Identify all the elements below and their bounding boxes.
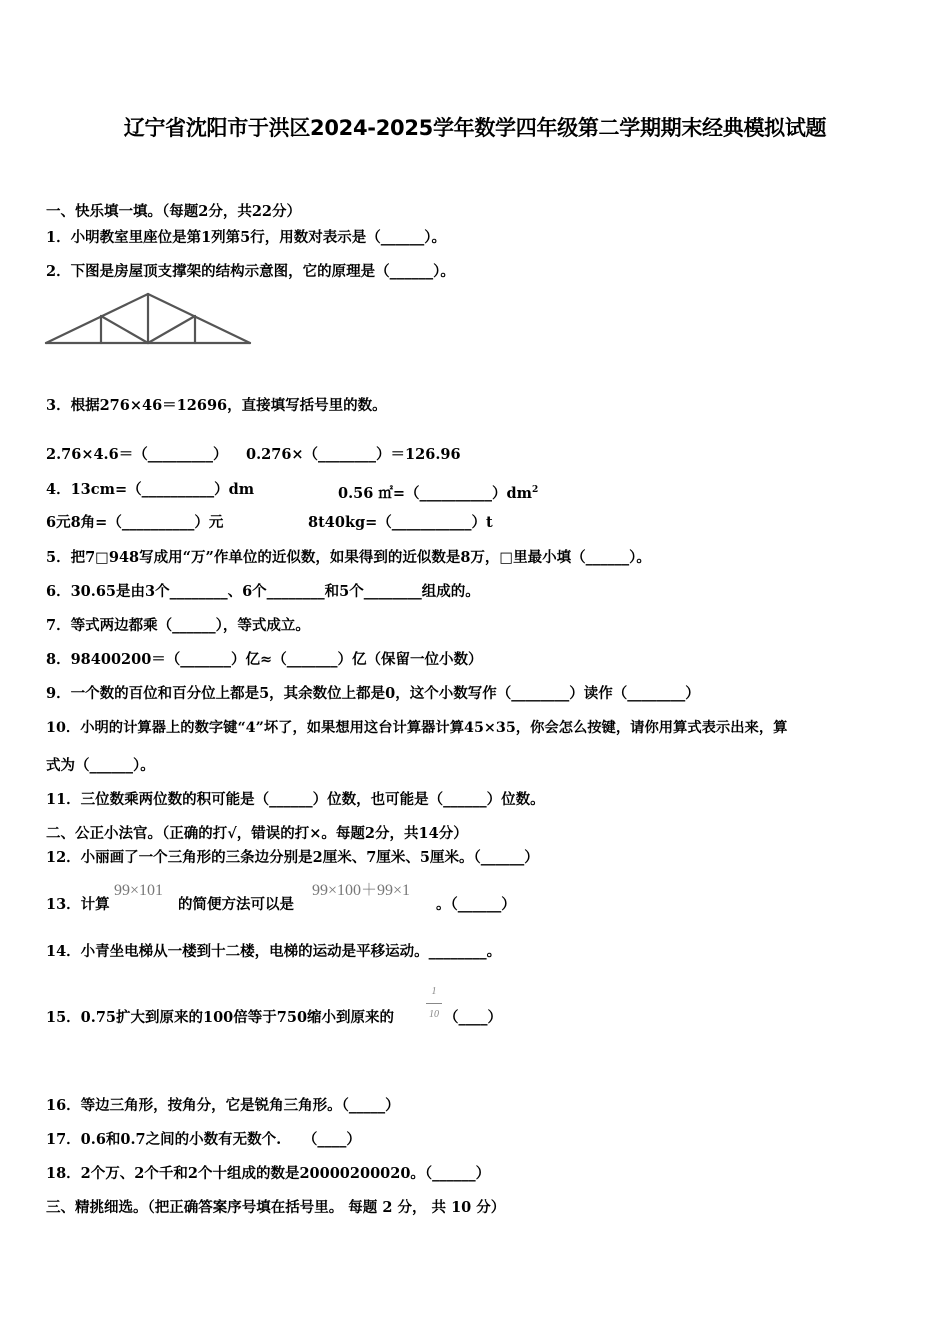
one-tenth-fraction: 1 10	[426, 982, 442, 1025]
question-10-line-2: 式为（______）。	[46, 757, 155, 774]
section-1-heading: 一、快乐填一填。（每题2分，共22分）	[46, 203, 302, 220]
question-14: 14．小青坐电梯从一楼到十二楼，电梯的运动是平移运动。________。	[46, 943, 502, 960]
question-3a: 2.76×4.6＝（_________）	[46, 446, 228, 463]
question-13	[46, 882, 516, 915]
question-5: 5．把7□948写成用“万”作单位的近似数，如果得到的近似数是8万，□里最小填（______）。	[46, 549, 651, 566]
question-4-row1	[46, 480, 539, 502]
question-8: 8．98400200＝（_______）亿≈（_______）亿（保留一位小数）	[46, 651, 483, 668]
question-15-suffix: （____）	[444, 1009, 502, 1026]
question-13-middle: 的简便方法可以是	[178, 896, 294, 913]
question-12: 12．小丽画了一个三角形的三条边分别是2厘米、7厘米、5厘米。（______）	[46, 849, 539, 866]
exam-title: 辽宁省沈阳市于洪区2024-2025学年数学四年级第二学期期末经典模拟试题	[123, 116, 827, 140]
question-13-prefix: 13．计算	[46, 896, 110, 913]
question-17: 17．0.6和0.7之间的小数有无数个. （____）	[46, 1131, 361, 1148]
question-2: 2．下图是房屋顶支撑架的结构示意图，它的原理是（______）。	[46, 263, 455, 280]
question-3b: 0.276×（________）＝126.96	[246, 446, 461, 463]
question-18: 18．2个万、2个千和2个十组成的数是20000200020。（______）	[46, 1165, 491, 1182]
question-6: 6．30.65是由3个________、6个________和5个________组成的。	[46, 583, 480, 600]
question-3-row	[46, 445, 461, 465]
question-3: 3．根据276×46＝12696，直接填写括号里的数。	[46, 397, 387, 414]
roof-truss-diagram	[44, 291, 252, 347]
question-11: 11．三位数乘两位数的积可能是（______）位数，也可能是（______）位数。	[46, 791, 545, 808]
question-13-expression-2: 99×100＋99×1	[312, 882, 411, 899]
question-7: 7．等式两边都乘（______），等式成立。	[46, 617, 310, 634]
question-4c: 6元8角=（__________）元	[46, 514, 224, 531]
question-10-line-1: 10．小明的计算器上的数字键“4”坏了，如果想用这台计算器计算45×35，你会怎么按键，请你用算式表示出来，算	[46, 720, 788, 736]
question-4b: 0.56 $㎡=(\_\_\_\_\_\_\_\_\_\_)dm^2$	[338, 484, 539, 502]
question-16: 16．等边三角形，按角分，它是锐角三角形。（_____）	[46, 1097, 400, 1114]
question-9: 9．一个数的百位和百分位上都是5，其余数位上都是0，这个小数写作（________）读作（________）	[46, 685, 700, 702]
question-4a: 4．13cm=（__________）dm	[46, 481, 255, 498]
question-15-text: 15．0.75扩大到原来的100倍等于750缩小到原来的	[46, 1009, 395, 1026]
question-4-row2	[46, 513, 493, 533]
question-4d: 8t40kg=（___________）t	[308, 514, 493, 531]
question-15	[46, 986, 502, 1028]
section-2-heading: 二、公正小法官。（正确的打√，错误的打×。每题2分，共14分）	[46, 825, 468, 842]
section-3-heading: 三、精挑细选。（把正确答案序号填在括号里。 每题 2 分， 共 10 分）	[46, 1199, 506, 1216]
question-1: 1．小明教室里座位是第1列第5行，用数对表示是（______）。	[46, 229, 447, 246]
question-13-suffix: 。（______）	[436, 896, 516, 913]
question-13-expression-1: 99×101	[114, 882, 164, 899]
